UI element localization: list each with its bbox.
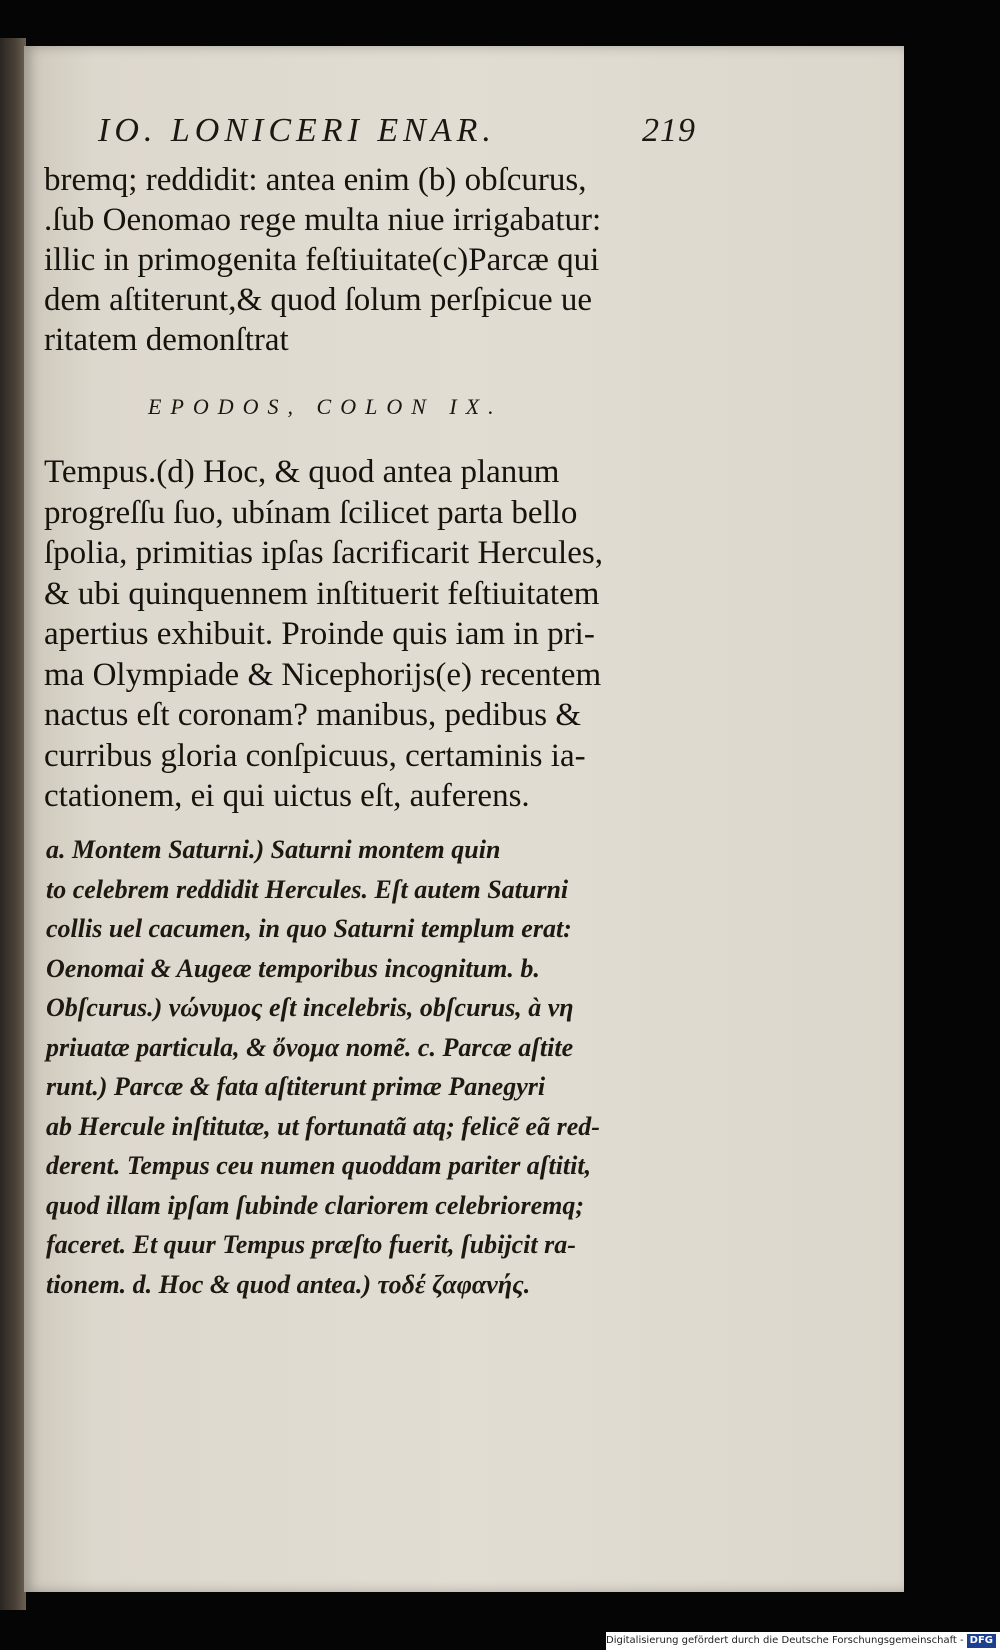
main-text-block-2 <box>44 452 603 817</box>
note-line: tionem. d. Hoc & quod antea.) τοδέ ζαφανής. <box>46 1269 531 1299</box>
text-line: curribus gloria conſpicuus, certaminis ia- <box>44 737 586 774</box>
note-line: quod illam ipſam ſubinde clariorem celebrioremq; <box>46 1190 585 1220</box>
book-spine <box>0 38 26 1610</box>
text-line: apertius exhibuit. Proinde quis iam in pri- <box>44 616 595 652</box>
running-head <box>98 112 696 156</box>
text-line: nactus eſt coronam? manibus, pedibus & <box>44 697 582 733</box>
text-line: & ubi quinquennem inſtituerit feſtiuitatem <box>44 575 600 612</box>
commentary-notes <box>46 830 600 1304</box>
text-line: bremq; reddidit: antea enim (b) obſcurus, <box>44 162 587 198</box>
text-line: illic in primogenita feſtiuitate(c)Parcæ qui <box>44 242 600 278</box>
section-heading: EPODOS, COLON IX. <box>148 394 503 419</box>
running-head-title: IO. LONICERI ENAR. <box>98 112 496 149</box>
text-line: ſpolia, primitias ipſas ſacrificarit Hercules, <box>44 535 603 571</box>
note-line: faceret. Et quur Tempus præſto fuerit, ſubijcit ra- <box>46 1230 576 1259</box>
text-line: Tempus.(d) Hoc, & quod antea planum <box>44 454 560 490</box>
page-number: 219 <box>642 112 696 149</box>
note-line: Obſcurus.) νώνυμος eſt incelebris, obſcurus, à νη <box>46 993 574 1022</box>
note-line: collis uel cacumen, in quo Saturni templum erat: <box>46 914 572 943</box>
credit-text: Digitalisierung gefördert durch die Deutsche Forschungsgemeinschaft - <box>606 1635 964 1646</box>
text-line: progreſſu ſuo, ubínam ſcilicet parta bello <box>44 494 578 531</box>
dfg-logo: DFG <box>967 1634 996 1648</box>
text-line: dem aſtiterunt,& quod ſolum perſpicue ue <box>44 282 593 318</box>
note-line: derent. Tempus ceu numen quoddam pariter aſtitit, <box>46 1151 592 1180</box>
text-line: ritatem demonſtrat <box>44 322 289 358</box>
note-line: a. Montem Saturni.) Saturni montem quin <box>46 835 501 864</box>
text-line: ma Olympiade & Nicephorijs(e) recentem <box>44 656 602 693</box>
note-line: Oenomai & Augeæ temporibus incognitum. b. <box>46 953 540 983</box>
digitization-credit <box>606 1632 1000 1650</box>
text-line: .ſub Oenomao rege multa niue irrigabatur: <box>44 202 602 238</box>
note-line: priuatæ particula, & ὄνομα nomẽ. c. Parcæ aſtite <box>46 1032 574 1062</box>
main-text-block-1 <box>44 160 601 360</box>
note-line: ab Hercule inſtitutæ, ut fortunatã atq; felicẽ eã red- <box>46 1111 600 1141</box>
note-line: runt.) Parcæ & fata aſtiterunt primæ Panegyri <box>46 1072 546 1101</box>
text-line: ctationem, ei qui uictus eſt, auferens. <box>44 778 530 814</box>
note-line: to celebrem reddidit Hercules. Eſt autem Saturni <box>46 874 569 904</box>
